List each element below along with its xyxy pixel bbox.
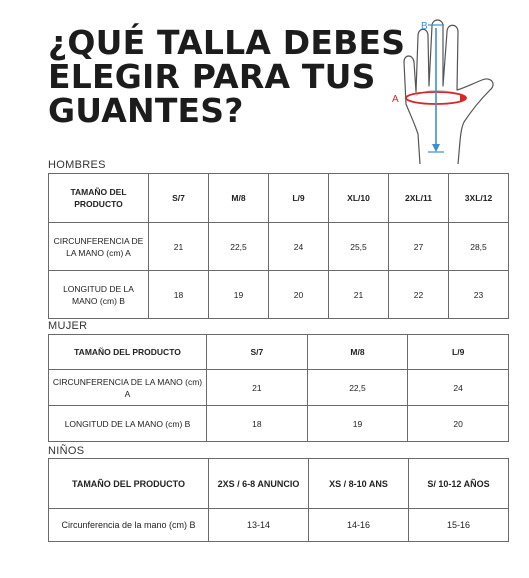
header-cell: 3XL/12 bbox=[449, 174, 509, 223]
table-cell: 21 bbox=[207, 370, 308, 406]
header-cell: M/8 bbox=[209, 174, 269, 223]
table-header-row bbox=[49, 174, 509, 223]
row-label: Circunferencia de la mano (cm) B bbox=[49, 509, 209, 542]
table-cell: 18 bbox=[207, 406, 308, 442]
table-cell: 22,5 bbox=[307, 370, 408, 406]
table-row bbox=[49, 509, 509, 542]
table-cell: 20 bbox=[269, 271, 329, 319]
table-cell: 19 bbox=[209, 271, 269, 319]
page-title bbox=[48, 23, 408, 130]
table-cell: 24 bbox=[408, 370, 509, 406]
header-cell: TAMAÑO DEL PRODUCTO bbox=[49, 174, 149, 223]
hand-measure-diagram bbox=[388, 14, 508, 164]
table-cell: 20 bbox=[408, 406, 509, 442]
header-cell: S/7 bbox=[207, 335, 308, 370]
hand-outline-icon bbox=[388, 14, 508, 164]
header-cell: S/ 10-12 AÑOS bbox=[409, 459, 509, 509]
row-label: CIRCUNFERENCIA DE LA MANO (cm) A bbox=[49, 223, 149, 271]
header-cell: TAMAÑO DEL PRODUCTO bbox=[49, 335, 207, 370]
table-row bbox=[49, 271, 509, 319]
header-cell: S/7 bbox=[149, 174, 209, 223]
table-row bbox=[49, 223, 509, 271]
table-cell: 25,5 bbox=[329, 223, 389, 271]
header-cell: M/8 bbox=[307, 335, 408, 370]
table-cell: 13-14 bbox=[209, 509, 309, 542]
table-cell: 23 bbox=[449, 271, 509, 319]
table-cell: 22,5 bbox=[209, 223, 269, 271]
header-cell: XS / 8-10 ANS bbox=[309, 459, 409, 509]
label-b: B bbox=[421, 21, 428, 32]
title-line-2: ELEGIR PARA TUS bbox=[48, 57, 376, 96]
row-label: LONGITUD DE LA MANO (cm) B bbox=[49, 271, 149, 319]
table-cell: 14-16 bbox=[309, 509, 409, 542]
section-label-women: MUJER bbox=[48, 320, 88, 332]
title-line-1: ¿QUÉ TALLA DEBES bbox=[48, 23, 406, 62]
table-header-row bbox=[49, 459, 509, 509]
table-cell: 24 bbox=[269, 223, 329, 271]
table-cell: 15-16 bbox=[409, 509, 509, 542]
label-a: A bbox=[392, 94, 399, 105]
table-header-row bbox=[49, 335, 509, 370]
women-size-table bbox=[48, 334, 509, 442]
table-cell: 28,5 bbox=[449, 223, 509, 271]
header-cell: L/9 bbox=[269, 174, 329, 223]
table-cell: 18 bbox=[149, 271, 209, 319]
men-size-table bbox=[48, 173, 509, 319]
table-cell: 19 bbox=[307, 406, 408, 442]
kids-size-table bbox=[48, 458, 509, 542]
section-label-kids: NIÑOS bbox=[48, 445, 85, 457]
row-label: CIRCUNFERENCIA DE LA MANO (cm) A bbox=[49, 370, 207, 406]
table-row bbox=[49, 406, 509, 442]
table-cell: 22 bbox=[389, 271, 449, 319]
header-cell: L/9 bbox=[408, 335, 509, 370]
header-cell: TAMAÑO DEL PRODUCTO bbox=[49, 459, 209, 509]
section-label-men: HOMBRES bbox=[48, 159, 106, 171]
table-cell: 21 bbox=[149, 223, 209, 271]
header-cell: 2XS / 6-8 ANUNCIO bbox=[209, 459, 309, 509]
header-cell: XL/10 bbox=[329, 174, 389, 223]
table-row bbox=[49, 370, 509, 406]
header-cell: 2XL/11 bbox=[389, 174, 449, 223]
table-cell: 21 bbox=[329, 271, 389, 319]
row-label: LONGITUD DE LA MANO (cm) B bbox=[49, 406, 207, 442]
table-cell: 27 bbox=[389, 223, 449, 271]
title-line-3: GUANTES? bbox=[48, 91, 244, 130]
